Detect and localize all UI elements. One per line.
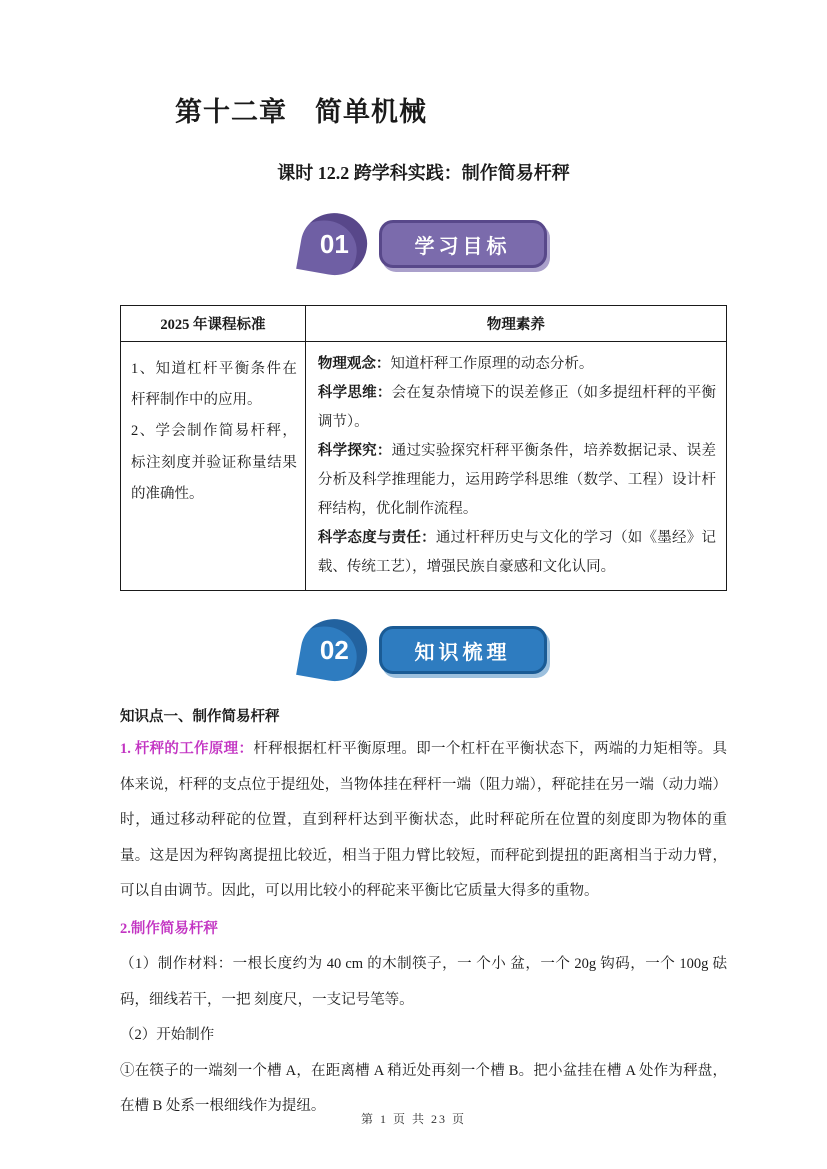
- standard-item-1: 1、知道杠杆平衡条件在杆秤制作中的应用。: [131, 361, 297, 409]
- principle-paragraph: [120, 732, 727, 910]
- section-title-goals: 学习目标: [379, 220, 547, 268]
- chapter-title: 第十二章 简单机械: [175, 97, 427, 127]
- competency-concepts-label: 物理观念：: [317, 356, 391, 372]
- competency-inquiry-text: 通过实验探究杆秤平衡条件，培养数据记录、误差分析及科学推理能力，运用跨学科思维（数学、工程）设计杆秤结构，优化制作流程。: [317, 443, 717, 517]
- competency-thinking-label: 科学思维：: [317, 385, 392, 401]
- start-making-label: （2）开始制作: [120, 1027, 215, 1044]
- goals-table-body-row: [121, 342, 727, 591]
- physics-competency-cell: [305, 342, 726, 591]
- making-subheading: [120, 912, 727, 948]
- page-content: [0, 90, 827, 1125]
- standard-item-2: 2、学会制作简易杆秤，标注刻度并验证称量结果的准确性。: [131, 423, 297, 502]
- principle-text: 杆秤根据杠杆平衡原理。即一个杠杆在平衡状态下，两端的力矩相等。具体来说，杆秤的支点位于提纽处，当物体挂在秤杆一端（阻力端），秤砣挂在另一端（动力端）时，通过移动秤砣的位置，直到秤杆达到平衡状态，此时秤砣所在位置的刻度即为物体的重量。这是因为秤钩离提扭比较近，相当于阻力臂比较短，而秤砣到提扭的距离相当于动力臂，可以自由调节。因此，可以用比较小的秤砣来平衡比它质量大得多的重物。: [120, 741, 727, 900]
- lesson-title: 课时 12.2 跨学科实践：制作简易杆秤: [277, 163, 570, 183]
- goals-table-header-row: [121, 306, 727, 342]
- section-goals-badge: [120, 211, 727, 277]
- materials-paragraph: （1）制作材料：一根长度约为 40 cm 的木制筷子，一 个小 盆，一个 20g 钩码，一个 100g 砝码，细线若干，一把 刻度尺，一支记号笔等。: [120, 956, 727, 1008]
- competency-attitude: [318, 524, 716, 582]
- page-number-footer: 第 1 页 共 23 页: [360, 1112, 466, 1126]
- section-number-02: 02: [319, 634, 348, 665]
- goals-table: [120, 305, 727, 591]
- section-title-knowledge: 知识梳理: [379, 626, 547, 674]
- goals-table-header-competency: 物理素养: [305, 306, 726, 342]
- section-number-01: 01: [319, 228, 348, 259]
- goals-table-header-standards: 2025 年课程标准: [121, 306, 306, 342]
- section-knowledge-badge: [120, 617, 727, 683]
- competency-thinking: [318, 379, 716, 437]
- step1-paragraph: ①在筷子的一端刻一个槽 A，在距离槽 A 稍近处再刻一个槽 B。把小盆挂在槽 A 处作为秤盘，在槽 B 处系一根细线作为提纽。: [120, 1062, 727, 1115]
- knowledge-point-heading: 知识点一、制作简易杆秤: [120, 709, 280, 725]
- competency-thinking-text: 会在复杂情境下的误差修正（如多提纽杆秤的平衡调节）。: [317, 385, 717, 430]
- competency-inquiry-label: 科学探究：: [317, 443, 392, 459]
- competency-concepts-text: 知道杆秤工作原理的动态分析。: [390, 356, 594, 372]
- competency-concepts: [318, 350, 716, 379]
- competency-attitude-text: 通过杆秤历史与文化的学习（如《墨经》记载、传统工艺），增强民族自豪感和文化认同。: [317, 530, 717, 575]
- section-number-badge-01: [296, 208, 372, 281]
- section-number-badge-02: [296, 614, 372, 687]
- making-label: 2.制作简易杆秤: [120, 920, 218, 937]
- competency-attitude-label: 科学态度与责任：: [317, 530, 436, 546]
- principle-label: 1. 杆秤的工作原理：: [120, 741, 254, 757]
- competency-inquiry: [318, 437, 716, 524]
- curriculum-standards-cell: [121, 342, 306, 591]
